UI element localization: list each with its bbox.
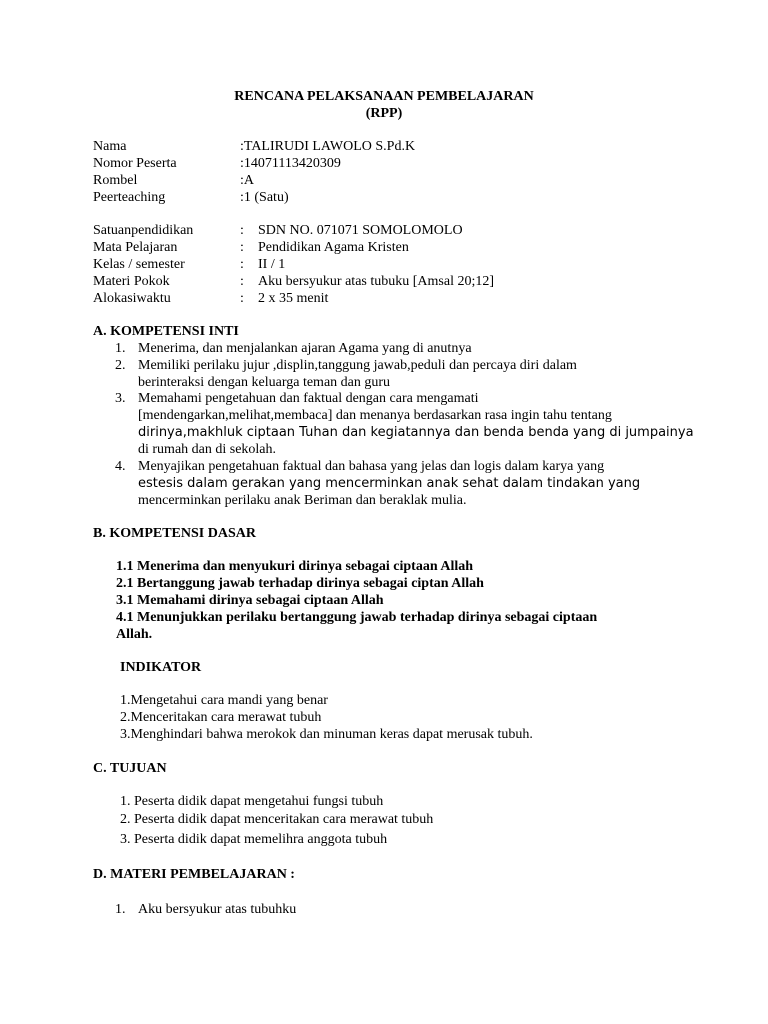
ki-item-number: 4. [115, 459, 126, 474]
ki-item-text: mencerminkan perilaku anak Beriman dan beraklak mulia. [138, 493, 467, 508]
detail-label-mata-pelajaran: Mata Pelajaran [93, 240, 178, 255]
ki-item-text: berinteraksi dengan keluarga teman dan guru [138, 375, 391, 390]
kd-item: 2.1 Bertanggung jawab terhadap dirinya sebagai ciptan Allah [116, 576, 484, 591]
ki-item-number: 1. [115, 341, 126, 356]
detail-colon: : [240, 291, 244, 306]
kd-item: 4.1 Menunjukkan perilaku bertanggung jawab terhadap dirinya sebagai ciptaan [116, 610, 598, 625]
detail-value-kelas-semester: II / 1 [258, 257, 286, 272]
ki-item-text: Memiliki perilaku jujur ,displin,tanggung jawab,peduli dan percaya diri dalam [138, 358, 577, 373]
detail-label-alokasiwaktu: Alokasiwaktu [93, 291, 171, 306]
ki-item-text: di rumah dan di sekolah. [138, 442, 277, 457]
identity-value-nama: :TALIRUDI LAWOLO S.Pd.K [240, 139, 416, 154]
ki-item-text: dirinya,makhluk ciptaan Tuhan dan kegiatannya dan benda benda yang di jumpainya [138, 425, 694, 440]
kd-item: 1.1 Menerima dan menyukuri dirinya sebagai ciptaan Allah [116, 559, 474, 574]
kd-item: 3.1 Memahami dirinya sebagai ciptaan Allah [116, 593, 384, 608]
materi-item-text: Aku bersyukur atas tubuhku [138, 902, 297, 917]
materi-item-number: 1. [115, 902, 126, 917]
indikator-heading: INDIKATOR [120, 660, 202, 675]
identity-value-peerteaching: :1 (Satu) [240, 190, 289, 205]
ki-item-text: Menyajikan pengetahuan faktual dan bahasa yang jelas dan logis dalam karya yang [138, 459, 605, 474]
detail-label-satuanpendidikan: Satuanpendidikan [93, 223, 194, 238]
section-b-heading: B. KOMPETENSI DASAR [93, 526, 256, 541]
detail-value-alokasiwaktu: 2 x 35 menit [258, 291, 329, 306]
detail-colon: : [240, 274, 244, 289]
identity-label-peerteaching: Peerteaching [93, 190, 166, 205]
detail-colon: : [240, 223, 244, 238]
document-title: RENCANA PELAKSANAAN PEMBELAJARAN [234, 89, 534, 104]
ki-item-text: estesis dalam gerakan yang mencerminkan anak sehat dalam tindakan yang [138, 476, 641, 491]
ki-item-text: Menerima, dan menjalankan ajaran Agama yang di anutnya [138, 341, 472, 356]
identity-label-nomor-peserta: Nomor Peserta [93, 156, 177, 171]
section-a-heading: A. KOMPETENSI INTI [93, 324, 239, 339]
ki-item-text: [mendengarkan,melihat,membaca] dan menanya berdasarkan rasa ingin tahu tentang [138, 408, 612, 423]
tujuan-item: 2. Peserta didik dapat menceritakan cara merawat tubuh [120, 812, 434, 827]
identity-label-nama: Nama [93, 139, 127, 154]
section-d-heading: D. MATERI PEMBELAJARAN : [93, 867, 295, 882]
identity-value-rombel: :A [240, 173, 254, 188]
ki-item-text: Memahami pengetahuan dan faktual dengan cara mengamati [138, 391, 479, 406]
detail-label-materi-pokok: Materi Pokok [93, 274, 170, 289]
detail-label-kelas-semester: Kelas / semester [93, 257, 185, 272]
identity-value-nomor-peserta: :14071113420309 [240, 156, 341, 171]
document-subtitle: (RPP) [365, 106, 403, 121]
identity-label-rombel: Rombel [93, 173, 138, 188]
detail-colon: : [240, 257, 244, 272]
ki-item-number: 2. [115, 358, 126, 373]
kd-item: Allah. [116, 627, 153, 642]
indikator-item: 2.Menceritakan cara merawat tubuh [120, 710, 322, 725]
tujuan-item: 1. Peserta didik dapat mengetahui fungsi tubuh [120, 794, 384, 809]
detail-value-mata-pelajaran: Pendidikan Agama Kristen [258, 240, 409, 255]
tujuan-item: 3. Peserta didik dapat memelihra anggota tubuh [120, 832, 388, 847]
ki-item-number: 3. [115, 391, 126, 406]
detail-value-materi-pokok: Aku bersyukur atas tubuku [Amsal 20;12] [258, 274, 495, 289]
section-c-heading: C. TUJUAN [93, 761, 167, 776]
detail-colon: : [240, 240, 244, 255]
indikator-item: 1.Mengetahui cara mandi yang benar [120, 693, 328, 708]
indikator-item: 3.Menghindari bahwa merokok dan minuman keras dapat merusak tubuh. [120, 727, 533, 742]
detail-value-satuanpendidikan: SDN NO. 071071 SOMOLOMOLO [258, 223, 463, 238]
